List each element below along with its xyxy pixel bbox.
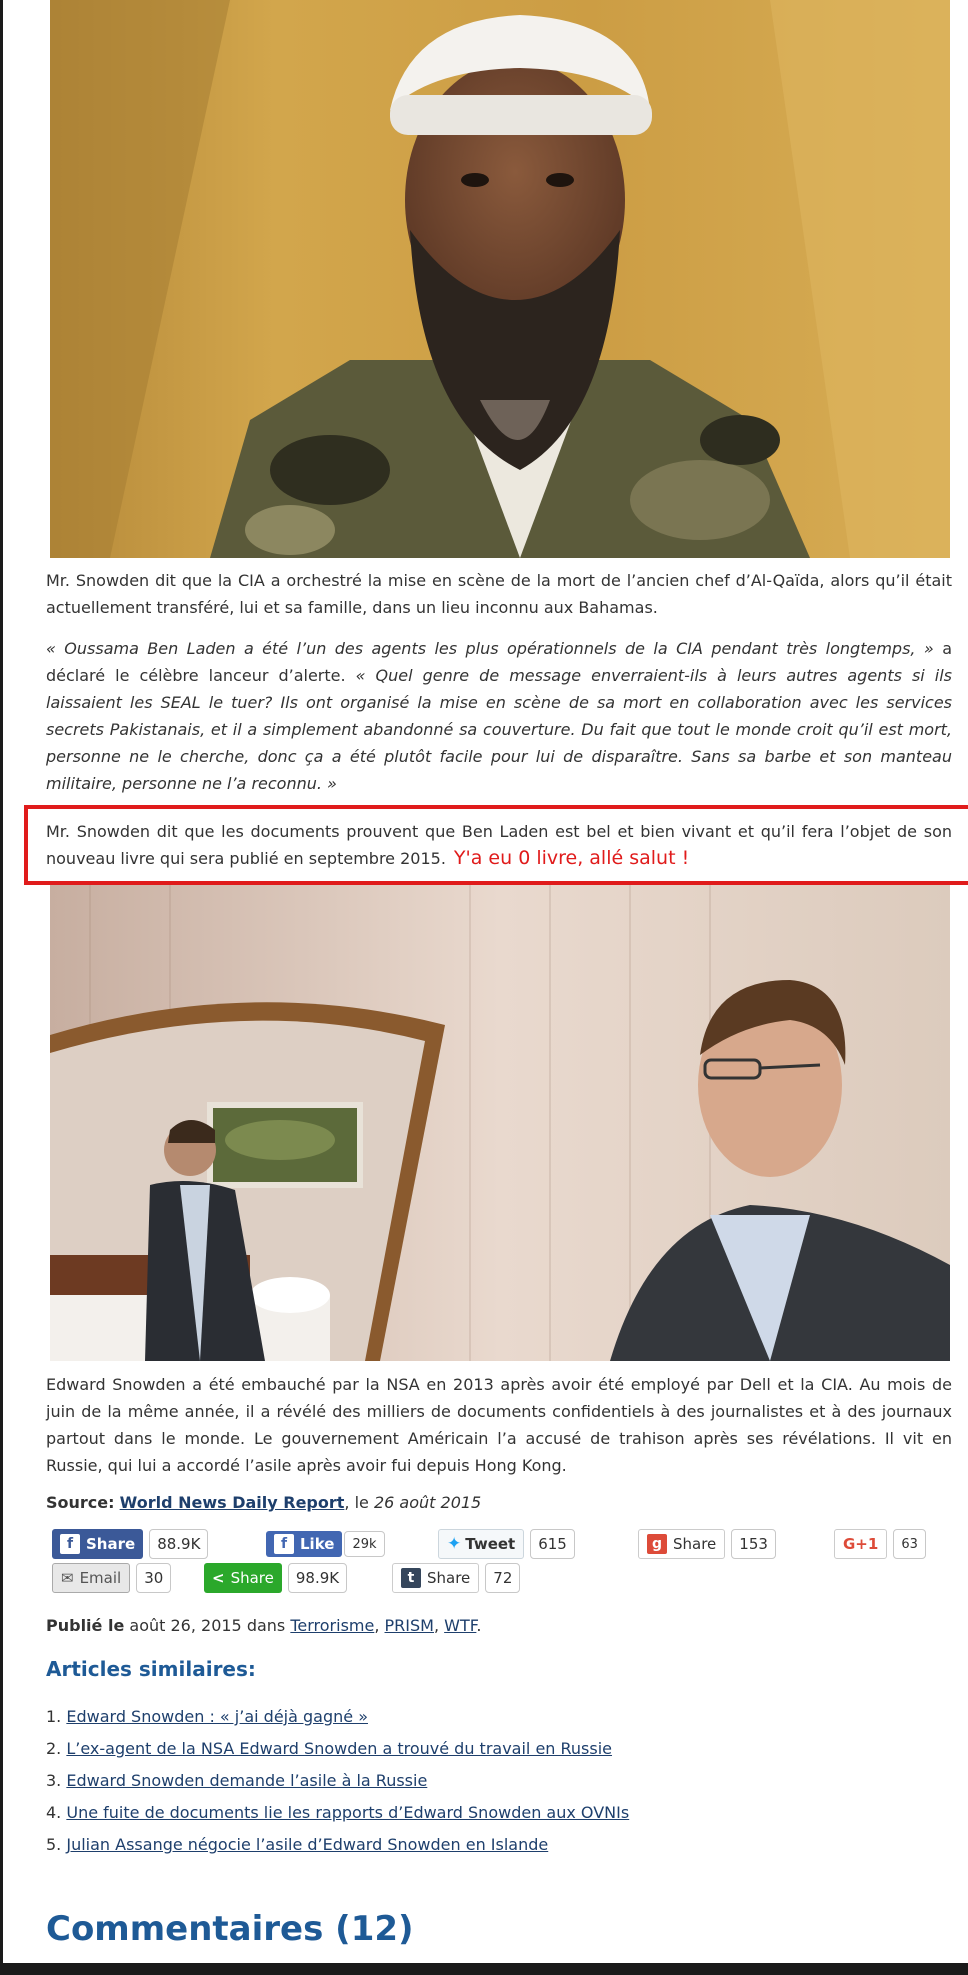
similar-articles-heading: Articles similaires:: [46, 1657, 256, 1681]
tumblr-share-button[interactable]: [392, 1563, 479, 1593]
comments-heading: Commentaires (12): [46, 1909, 414, 1949]
quote-part-2: « Quel genre de message enverraient-ils à leurs autres agents si ils laissaient les SEAL le tuer? Ils ont organisé la mise en scène de sa mort en collaboration avec les services secrets Pakistanais, et il a simplement abandonné sa couverture. Du fait que tout le monde croit qu’il est mort, personne ne le cherche, donc ça a été plutôt facile pour lui de disparaître. Sans sa barbe et son manteau militaire, personne ne l’a reconnu. »: [46, 666, 953, 793]
similar-article-link[interactable]: Edward Snowden : « j’ai déjà gagné »: [66, 1707, 368, 1726]
snowden-quote: [46, 635, 952, 797]
facebook-like-icon: f: [274, 1534, 294, 1554]
facebook-share-button[interactable]: [52, 1529, 143, 1559]
tweet-label: Tweet: [465, 1535, 516, 1553]
article-content: [46, 0, 952, 1949]
google-plus-one-widget: [834, 1528, 926, 1560]
google-plus-icon: g: [647, 1534, 667, 1554]
tumblr-share-count: 72: [485, 1563, 520, 1593]
facebook-like-button[interactable]: [266, 1531, 342, 1557]
generic-share-button[interactable]: [204, 1563, 282, 1593]
published-date: août 26, 2015 dans: [124, 1616, 291, 1635]
facebook-like-count: 29k: [344, 1531, 384, 1557]
email-share-count: 30: [136, 1563, 171, 1593]
tumblr-share-label: Share: [427, 1569, 471, 1587]
similar-article-link[interactable]: Edward Snowden demande l’asile à la Russie: [66, 1771, 428, 1790]
list-item: 1. Edward Snowden : « j’ai déjà gagné »: [46, 1707, 368, 1726]
photo-2-caption: Edward Snowden a été embauché par la NSA en 2013 après avoir été employé par Dell et la CIA. Au mois de juin de la même année, il a révélé des milliers de documents confidentiels à des journalistes et à des journaux partout dans le monde. Le gouvernement Américain l’a accusé de trahison après ses révélations. Il vit en Russie, qui lui a accordé l’asile après avoir fui depuis Hong Kong.: [46, 1375, 952, 1475]
snowden-photo: [50, 885, 950, 1361]
category-link-terrorisme[interactable]: Terrorisme: [290, 1616, 375, 1635]
category-link-wtf[interactable]: WTF: [444, 1616, 477, 1635]
google-plus-share-widget: [638, 1528, 776, 1560]
highlighted-claim-sentence: Mr. Snowden dit que les documents prouvent que Ben Laden est bel et bien vivant et qu’il fera l’objet de son nouveau livre qui sera publié en septembre 2015.: [46, 822, 952, 868]
article-source: [46, 1493, 952, 1512]
google-plus-share-label: Share: [673, 1535, 717, 1553]
tumblr-share-widget: [392, 1562, 520, 1594]
google-plus-one-count: 63: [893, 1529, 926, 1559]
email-share-widget: [52, 1562, 171, 1594]
bin-laden-photo-image: [50, 0, 950, 558]
source-separator: , le: [344, 1493, 374, 1512]
highlighted-claim: [24, 805, 968, 885]
list-item: 2. L’ex-agent de la NSA Edward Snowden a trouvé du travail en Russie: [46, 1739, 613, 1758]
tumblr-icon: t: [401, 1568, 421, 1588]
email-label: Email: [79, 1569, 122, 1587]
list-item: 5. Julian Assange négocie l’asile d’Edward Snowden en Islande: [46, 1835, 549, 1854]
facebook-share-widget: [52, 1528, 208, 1560]
generic-share-widget: [204, 1562, 347, 1594]
source-link[interactable]: World News Daily Report: [119, 1493, 345, 1512]
list-item: 3. Edward Snowden demande l’asile à la Russie: [46, 1771, 428, 1790]
tweet-count: 615: [530, 1529, 575, 1559]
twitter-bird-icon: ✦: [447, 1534, 462, 1554]
facebook-like-label: Like: [300, 1535, 335, 1553]
email-share-button[interactable]: [52, 1563, 130, 1593]
twitter-widget: [438, 1528, 575, 1560]
quote-attribution: a déclaré le célèbre lanceur d’alerte.: [46, 639, 953, 685]
source-label: Source:: [46, 1493, 115, 1512]
highlighted-claim-text: [46, 818, 952, 872]
annotation-note: Y'a eu 0 livre, allé salut !: [453, 847, 690, 869]
envelope-icon: ✉: [61, 1569, 74, 1587]
page-bottom-bar: [0, 1963, 968, 1975]
share-nodes-icon: <: [212, 1569, 225, 1587]
facebook-share-count: 88.9K: [149, 1529, 208, 1559]
published-label: Publié le: [46, 1616, 125, 1635]
share-bar-row-2: [46, 1562, 952, 1596]
facebook-share-label: Share: [86, 1535, 136, 1553]
google-plus-share-count: 153: [731, 1529, 776, 1559]
share-bar-row-1: [46, 1528, 952, 1562]
tweet-button[interactable]: [438, 1529, 524, 1559]
google-plus-one-button[interactable]: G+1: [834, 1529, 887, 1559]
quote-part-1: « Oussama Ben Laden a été l’un des agents les plus opérationnels de la CIA pendant très longtemps, »: [46, 639, 934, 658]
similar-article-link[interactable]: Une fuite de documents lie les rapports d’Edward Snowden aux OVNIs: [66, 1803, 630, 1822]
photo-1-caption: Mr. Snowden dit que la CIA a orchestré la mise en scène de la mort de l’ancien chef d’Al-Qaïda, alors qu’il était actuellement transféré, lui et sa famille, dans un lieu inconnu aux Bahamas.: [46, 571, 952, 617]
page-left-border: [0, 0, 3, 1975]
category-link-prism[interactable]: PRISM: [384, 1616, 434, 1635]
facebook-icon: f: [60, 1534, 80, 1554]
google-plus-share-button[interactable]: [638, 1529, 725, 1559]
similar-article-link[interactable]: L’ex-agent de la NSA Edward Snowden a trouvé du travail en Russie: [66, 1739, 613, 1758]
generic-share-label: Share: [230, 1569, 274, 1587]
facebook-like-widget: [266, 1528, 385, 1560]
similar-article-link[interactable]: Julian Assange négocie l’asile d’Edward Snowden en Islande: [66, 1835, 549, 1854]
similar-articles-list: [46, 1701, 952, 1861]
snowden-photo-image: [50, 885, 950, 1361]
bin-laden-photo: [50, 0, 950, 558]
list-item: 4. Une fuite de documents lie les rapports d’Edward Snowden aux OVNIs: [46, 1803, 630, 1822]
published-info: Publié le août 26, 2015 dans Terrorisme, PRISM, WTF.: [46, 1616, 482, 1635]
source-date: 26 août 2015: [373, 1493, 482, 1512]
generic-share-count: 98.9K: [288, 1563, 347, 1593]
